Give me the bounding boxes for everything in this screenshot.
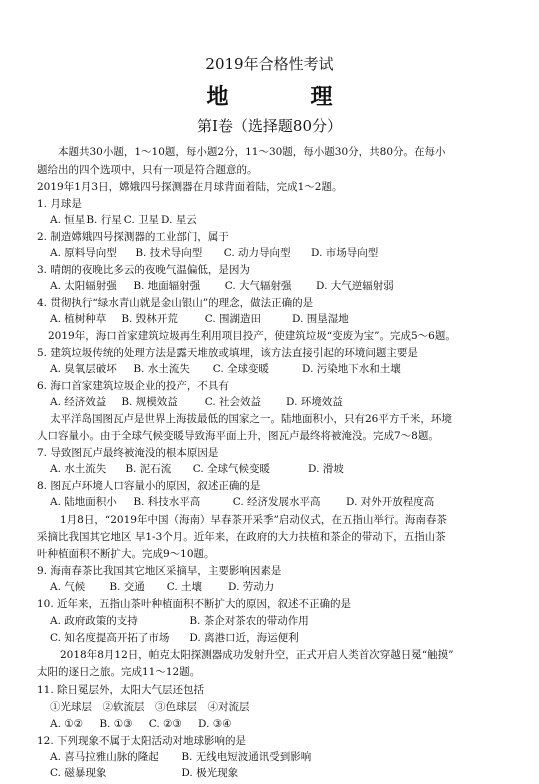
exam-title: 2019年合格性考试 — [205, 55, 334, 73]
option[interactable]: A. 气候 — [50, 581, 86, 593]
question-12-options-row-2 — [50, 767, 238, 780]
question-11-items: ①光球层 ②软流层 ③色球层 ④对流层 — [50, 701, 250, 713]
option[interactable]: D. 星云 — [161, 214, 197, 226]
option[interactable]: A. 恒星 — [50, 214, 86, 226]
option[interactable]: D. 市场导向型 — [311, 247, 379, 259]
option[interactable]: C. 全球气候变暖 — [192, 463, 271, 475]
intro-line-1: 本题共30小题，1～10题，每小题2分，11～30题，每小题30分，共80分。在每小 — [58, 146, 446, 158]
option[interactable]: C. 围湖造田 — [204, 313, 262, 325]
passage-4-line-2: 采摘比我国其它地区 早1-3个月。近年来，在政府的大力扶植和茶企的带动下，五指山茶 — [37, 531, 446, 543]
option[interactable]: B. 毁林开荒 — [121, 313, 178, 325]
option[interactable]: A. 植树种草 — [50, 313, 107, 325]
question-1-stem: 1. 月球是 — [37, 198, 82, 210]
question-10-options-row-1 — [50, 615, 309, 628]
option[interactable]: D. ③④ — [198, 718, 232, 730]
question-10-options-row-2 — [50, 632, 299, 645]
option[interactable]: A. 水土流失 — [50, 463, 107, 475]
option[interactable]: B. 水土流失 — [133, 363, 190, 375]
option[interactable]: B. ①③ — [99, 718, 133, 730]
question-1-options — [50, 214, 197, 227]
option[interactable]: B. 茶企对茶农的带动作用 — [189, 615, 309, 627]
question-5-stem: 5. 建筑垃圾传统的处理方法是露天堆放或填埋，该方法直接引起的环境问题主要是 — [37, 347, 418, 359]
option[interactable]: C. 知名度提高开拓了市场 — [50, 632, 170, 644]
option[interactable]: C. 土壤 — [166, 581, 203, 593]
question-10-stem: 10. 近年来，五指山茶叶种植面积不断扩大的原因，叙述不正确的是 — [37, 598, 352, 610]
option[interactable]: C. 经济发展水平高 — [232, 496, 321, 508]
option[interactable]: C. 磁暴现象 — [50, 767, 107, 779]
option[interactable]: B. 技术导向型 — [135, 247, 203, 259]
question-7-options — [50, 463, 344, 476]
option[interactable]: A. 经济效益 — [50, 396, 107, 408]
intro-line-2: 题给出的四个选项中，只有一项是符合题意的。 — [37, 164, 258, 176]
passage-2: 2019年，海口首家建筑垃圾再生利用项目投产，使建筑垃圾“变废为宝”。完成5～6题。 — [48, 330, 456, 342]
option[interactable]: B. 行星 — [86, 214, 122, 226]
question-6-stem: 6. 海口首家建筑垃圾企业的投产，不具有 — [37, 380, 229, 392]
option[interactable]: D. 极光现象 — [181, 767, 239, 779]
option[interactable]: B. 规模效益 — [121, 396, 178, 408]
option[interactable]: D. 环境效益 — [286, 396, 343, 408]
passage-4-line-3: 叶种植面积不断扩大。完成9～10题。 — [37, 548, 215, 560]
passage-4-line-1: 1月8日，“2019年中国（海南）早春茶开采季”启动仪式，在五指山举行。海南春茶 — [60, 514, 447, 526]
passage-5-line-1: 2018年8月12日，帕克太阳探测器成功发射升空，正式开启人类首次穿越日冕“触摸” — [60, 649, 454, 661]
option[interactable]: C. 全球变暖 — [212, 363, 270, 375]
question-8-stem: 8. 图瓦卢环境人口容量小的原因，叙述正确的是 — [37, 480, 261, 492]
question-7-stem: 7. 导致图瓦卢最终被淹没的根本原因是 — [37, 447, 219, 459]
question-3-options — [50, 280, 394, 293]
option[interactable]: A. 喜马拉雅山脉的隆起 — [50, 751, 159, 763]
question-5-options — [50, 363, 401, 376]
option[interactable]: B. 泥石流 — [125, 463, 172, 475]
option[interactable]: C. ②③ — [148, 718, 182, 730]
option[interactable]: A. 臭氧层破坏 — [50, 363, 117, 375]
option[interactable]: A. 原料导向型 — [50, 247, 117, 259]
question-8-options — [50, 496, 434, 509]
question-9-options — [50, 581, 274, 594]
option[interactable]: B. 地面辐射强 — [133, 280, 201, 292]
option[interactable]: D. 对外开放程度高 — [346, 496, 435, 508]
question-4-stem: 4. 贯彻执行“绿水青山就是金山银山”的理念，做法正确的是 — [37, 297, 314, 309]
question-3-stem: 3. 晴朗的夜晚比多云的夜晚气温偏低，是因为 — [37, 264, 250, 276]
option[interactable]: D. 围垦湿地 — [292, 313, 349, 325]
option[interactable]: D. 污染地下水和土壤 — [302, 363, 401, 375]
option[interactable]: C. 大气辐射强 — [224, 280, 292, 292]
option[interactable]: B. 交通 — [109, 581, 145, 593]
question-4-options — [50, 313, 349, 326]
passage-3-line-1: 太平洋岛国图瓦卢是世界上海拔最低的国家之一。陆地面积小，只有26平方千米，环境 — [50, 413, 452, 425]
question-11-options — [50, 718, 232, 731]
passage-5-line-2: 太阳的逐日之旅。完成11～12题。 — [37, 666, 201, 678]
option[interactable]: D. 劳动力 — [228, 581, 275, 593]
option[interactable]: A. 太阳辐射强 — [50, 280, 117, 292]
option[interactable]: B. 科技水平高 — [133, 496, 201, 508]
question-6-options — [50, 396, 343, 409]
option[interactable]: A. 陆地面积小 — [50, 496, 117, 508]
part-title: 第Ⅰ卷（选择题80分） — [196, 117, 342, 135]
option[interactable]: A. 政府政策的支持 — [50, 615, 138, 627]
question-12-stem: 12. 下列现象不属于太阳活动对地球影响的是 — [37, 735, 247, 747]
option[interactable]: C. 动力导向型 — [223, 247, 291, 259]
passage-3-line-2: 人口容量小。由于全球气候变暖导致海平面上升，图瓦卢最终将被淹没。完成7～8题。 — [37, 430, 439, 442]
passage-1: 2019年1月3日，嫦娥四号探测器在月球背面着陆，完成1～2题。 — [37, 181, 343, 193]
option[interactable]: D. 大气逆辐射弱 — [316, 280, 394, 292]
option[interactable]: C. 社会效益 — [204, 396, 262, 408]
question-2-stem: 2. 制造嫦娥四号探测器的工业部门，属于 — [37, 231, 229, 243]
option[interactable]: D. 滑坡 — [308, 463, 344, 475]
subject-title: 地 理 — [206, 84, 363, 110]
question-9-stem: 9. 海南春茶比我国其它地区采摘早，主要影响因素是 — [37, 565, 282, 577]
question-12-options-row-1 — [50, 751, 311, 764]
question-11-stem: 11. 除日冕层外，太阳大气层还包括 — [37, 684, 205, 696]
question-2-options — [50, 247, 378, 260]
option[interactable]: D. 离港口近，海运便利 — [189, 632, 299, 644]
option[interactable]: A. ①② — [50, 718, 84, 730]
option[interactable]: C. 卫星 — [123, 214, 160, 226]
option[interactable]: B. 无线电短波通讯受到影响 — [181, 751, 312, 763]
